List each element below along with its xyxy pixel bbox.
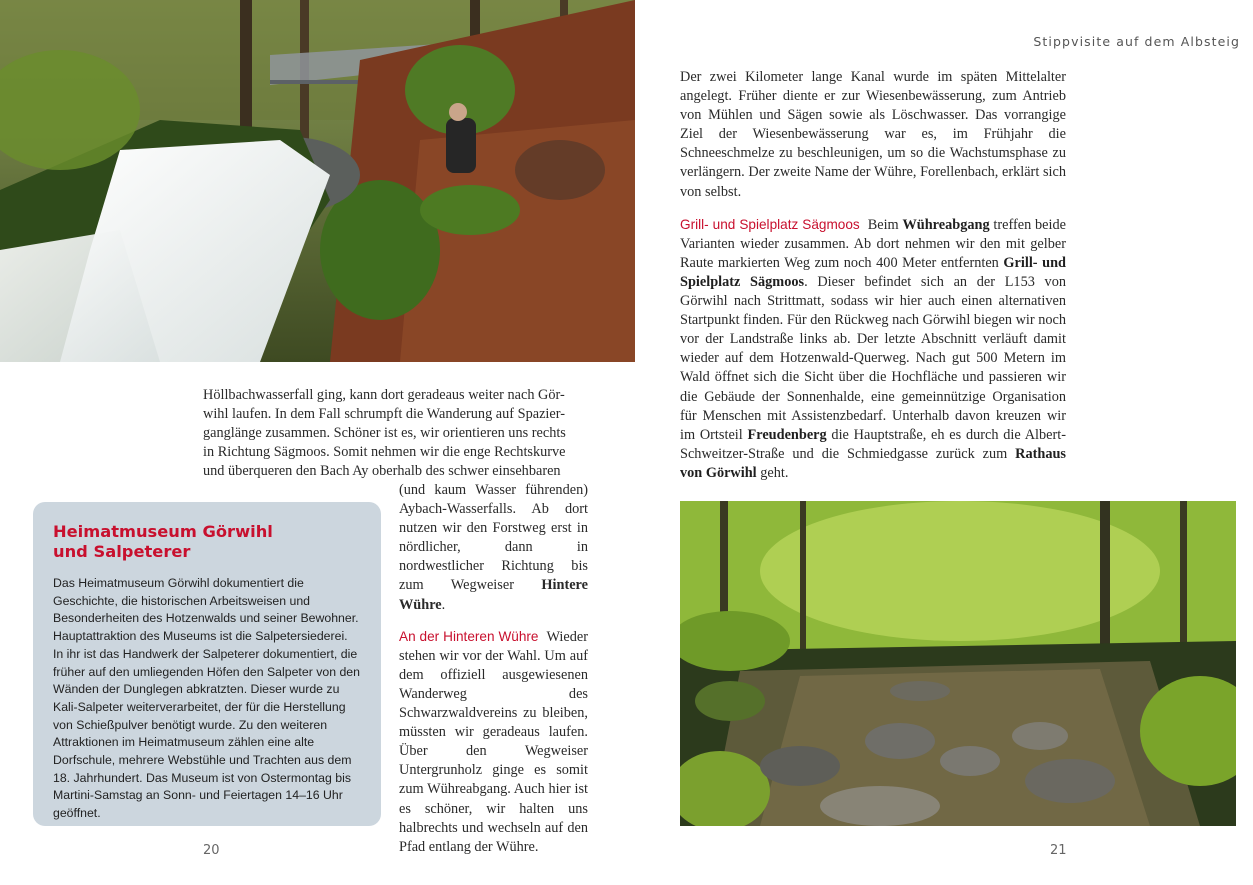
info-box-title: [53, 522, 361, 562]
title-line: und Salpeterer: [53, 542, 191, 561]
left-narrow-column: [399, 481, 588, 857]
info-box: [33, 502, 381, 826]
bold-term: Freudenberg: [747, 426, 827, 443]
paragraph-text: Beim: [867, 216, 903, 233]
paragraph: Der zwei Kilometer lange Kanal wurde im späten Mittelalter angelegt. Früher diente er zur Wiesenbewässerung, zum Antrieb von Mühlen und Sägen sowie als Löschwasser. Das vorrangige Ziel der Wiesenbewässerung war es, im Frühjahr die Schneeschmelze zu beschleunigen, um so die Wachstumsphase zu verlängern. Der zweite Name der Wühre, Forellenbach, erklärt sich von selbst.: [680, 69, 1066, 200]
page-number-left: 20: [203, 843, 220, 858]
paragraph: [680, 215, 1066, 483]
bold-term: Rathaus von Görwihl: [680, 445, 1066, 481]
paragraph-text: die Hauptstraße, eh es durch die Albert-Schweitzer-Straße und die Schmiedgasse zurück zum: [680, 426, 1067, 462]
page-number-right: 21: [1050, 843, 1067, 858]
left-paragraph-top: [203, 386, 588, 481]
text-line: Höllbachwasserfall ging, kann dort geradeaus weiter nach Gör-: [203, 387, 565, 403]
paragraph-text: geht.: [756, 464, 789, 481]
subheading: Grill- und Spielplatz Sägmoos: [680, 216, 860, 232]
running-head: Stippvisite auf dem Albsteig: [1033, 34, 1240, 49]
narrow-end: .: [441, 596, 446, 613]
right-column: [680, 68, 1066, 483]
narrow-paragraph: [399, 481, 588, 615]
text-line: und überqueren den Bach Ay oberhalb des schwer einsehbaren: [203, 463, 561, 480]
bold-term: Hintere Wühre: [399, 577, 588, 613]
text-line: in Richtung Sägmoos. Somit nehmen wir die enge Rechtskurve: [203, 444, 566, 461]
paragraph-text: treffen beide Varianten wieder zusammen. Ab dort nehmen wir den mit gelber Raute markierten Weg zum noch 400 Meter entfernten: [680, 216, 1066, 271]
title-line: Heimatmuseum Görwihl: [53, 522, 273, 541]
info-box-text: Das Heimatmuseum Görwihl dokumentiert die Geschichte, die historischen Arbeitsweisen und Besonderheiten des Hotzenwalds und seiner Bewohner. Hauptattraktion des Museums ist die Salpetersiederei. In ihr ist das Handwerk der Salpeterer dokumentiert, die früher auf den umliegenden Höfen den Salpeter von den Wänden der Dunglegen abkratzten. Dieser wurde zu Kali-Salpeter weiterverarbeitet, der für die Herstellung von Schießpulver benötigt wurde. Zu den weiteren Attraktionen im Heimatmuseum zählen eine alte Dorfschule, mehrere Webstühle und Trachten aus dem 18. Jahrhundert. Das Museum ist von Ostermontag bis Martini-Samstag an Sonn- und Feiertagen 14–16 Uhr geöffnet.: [53, 576, 360, 821]
waterfall-photo: [0, 0, 635, 362]
bold-term: Wühreabgang: [902, 216, 990, 233]
paragraph-text: . Dieser befindet sich an der L153 von Görwihl nach Strittmatt, sodass wir hier auch einen alternativen Startpunkt finden. Für den Rückweg nach Görwihl biegen wir noch vor der Landstraße links ab. Der letzte Abschnitt verläuft damit wieder auf dem Hotzenwald-Querweg. Nach gut 500 Metern im Wald öffnet sich die Sicht über die Hochfläche und passieren wir die Gebäude der Sonnenhalde, eine gemeinnützige Organisation für Menschen mit Assistenzbedarf. Unterhalb davon kreuzen wir im Ortsteil: [680, 273, 1066, 443]
paragraph-text: Wieder stehen wir vor der Wahl. Um auf dem offiziell ausgewiesenen Wanderweg des Schwarzwaldvereins zu bleiben, müssten wir geradeaus laufen. Über den Wegweiser Untergrunholz ginge es somit zum Wühreabgang. Auch hier ist es schöner, wir halten uns halbrechts und wechseln auf den Pfad entlang der Wühre.: [399, 628, 588, 855]
narrow-text: (und kaum Wasser führenden) Aybach-Wasserfalls. Ab dort nutzen wir den Forstweg erst in nördlicher, dann in nordwestlicher Richtung bis zum Wegweiser: [399, 482, 588, 594]
subheading: An der Hinteren Wühre: [399, 628, 539, 644]
text-line: wihl laufen. In dem Fall schrumpft die Wanderung auf Spazier-: [203, 406, 565, 423]
bold-term: Grill- und Spielplatz Sägmoos: [680, 254, 1066, 290]
stream-photo: [680, 501, 1236, 826]
text-line: ganglänge zusammen. Schöner ist es, wir orientieren uns rechts: [203, 425, 566, 442]
paragraph: [399, 627, 588, 857]
